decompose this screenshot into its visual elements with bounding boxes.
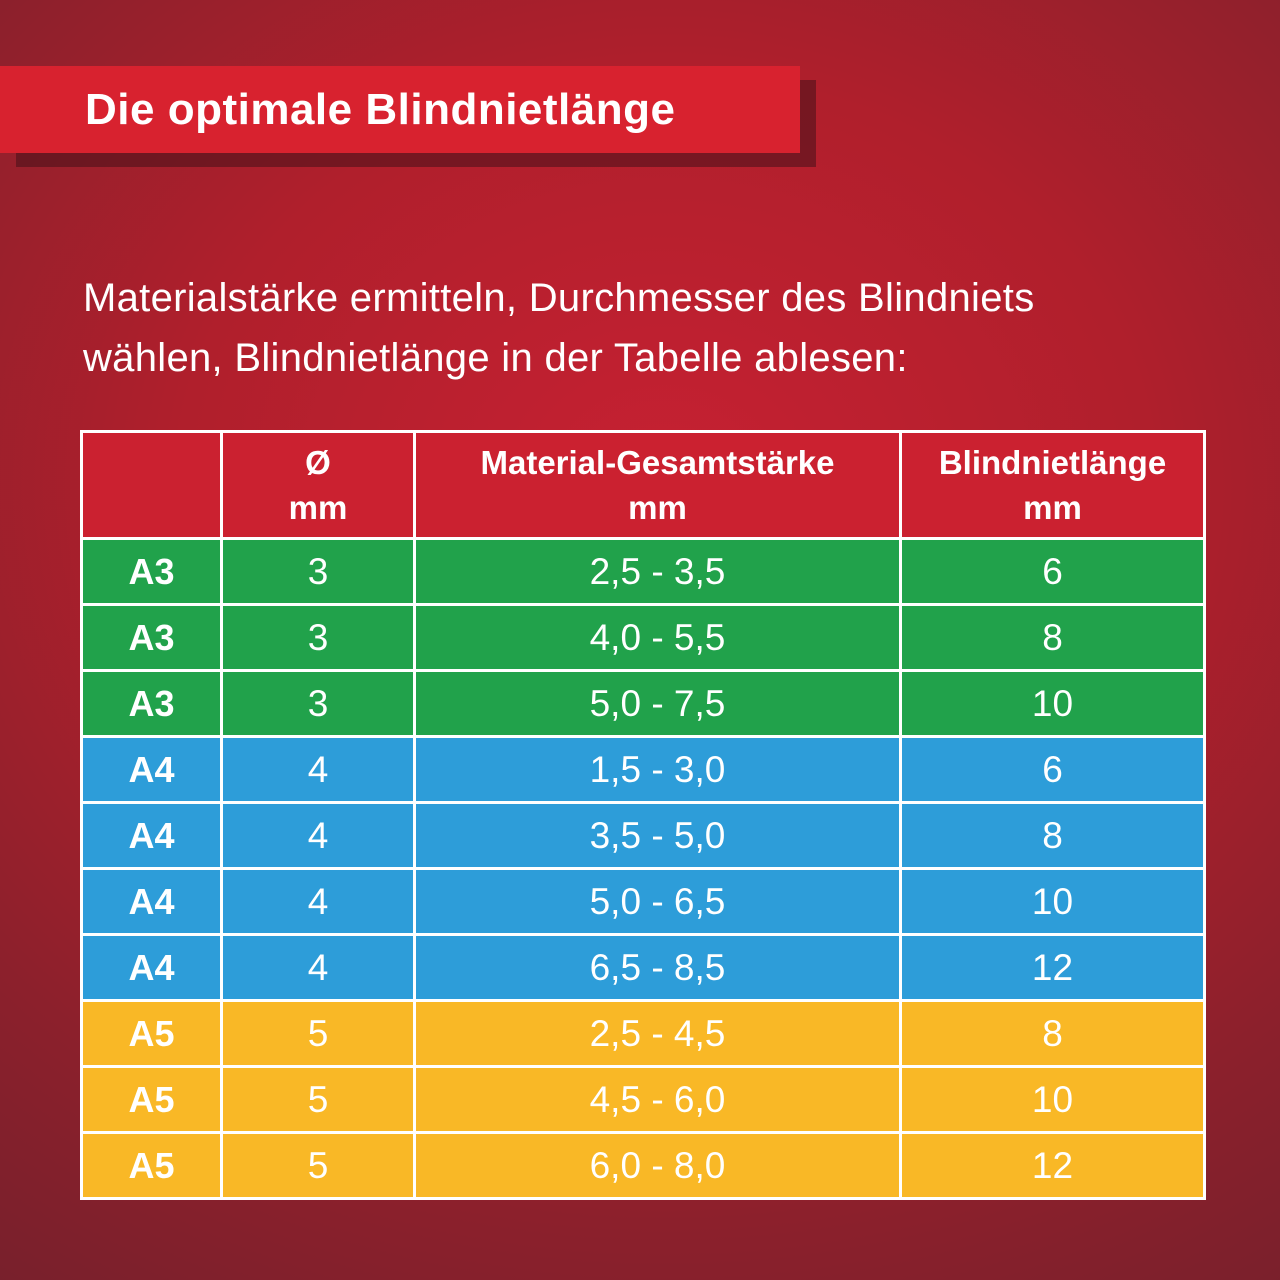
- table-row: [82, 605, 1205, 671]
- cell-diameter: 3: [222, 605, 415, 671]
- cell-diameter: 3: [222, 539, 415, 605]
- header-line-top: Material-Gesamtstärke: [480, 444, 835, 481]
- cell-material-range: 5,0 - 7,5: [415, 671, 901, 737]
- rivet-selection-table: [80, 430, 1206, 1200]
- cell-material-range: 1,5 - 3,0: [415, 737, 901, 803]
- cell-series: A5: [82, 1133, 222, 1199]
- cell-material-range: 4,5 - 6,0: [415, 1067, 901, 1133]
- column-header-rivet-length: [901, 432, 1205, 539]
- table-row: [82, 803, 1205, 869]
- cell-material-range: 4,0 - 5,5: [415, 605, 901, 671]
- cell-material-range: 2,5 - 4,5: [415, 1001, 901, 1067]
- column-header-diameter: [222, 432, 415, 539]
- page-title: Die optimale Blindnietlänge: [85, 84, 676, 134]
- cell-rivet-length: 6: [901, 539, 1205, 605]
- cell-diameter: 4: [222, 737, 415, 803]
- cell-series: A3: [82, 539, 222, 605]
- cell-diameter: 4: [222, 935, 415, 1001]
- cell-series: A3: [82, 605, 222, 671]
- cell-rivet-length: 10: [901, 671, 1205, 737]
- header-line-top: Ø: [305, 444, 331, 481]
- intro-text: [83, 268, 1035, 388]
- cell-material-range: 5,0 - 6,5: [415, 869, 901, 935]
- table-row: [82, 539, 1205, 605]
- cell-series: A4: [82, 737, 222, 803]
- cell-diameter: 5: [222, 1001, 415, 1067]
- intro-line-1: Materialstärke ermitteln, Durchmesser des Blindniets: [83, 276, 1035, 320]
- header-line-top: Blindnietlänge: [938, 444, 1167, 481]
- cell-rivet-length: 10: [901, 1067, 1205, 1133]
- cell-diameter: 3: [222, 671, 415, 737]
- cell-rivet-length: 6: [901, 737, 1205, 803]
- cell-series: A4: [82, 869, 222, 935]
- column-header-material-thickness: [415, 432, 901, 539]
- header-line-bottom: mm: [1023, 489, 1082, 526]
- cell-series: A3: [82, 671, 222, 737]
- cell-series: A5: [82, 1001, 222, 1067]
- header-line-bottom: mm: [288, 489, 348, 526]
- table-row: [82, 1067, 1205, 1133]
- cell-diameter: 5: [222, 1067, 415, 1133]
- intro-line-2: wählen, Blindnietlänge in der Tabelle ablesen:: [83, 336, 908, 380]
- cell-material-range: 6,5 - 8,5: [415, 935, 901, 1001]
- cell-rivet-length: 10: [901, 869, 1205, 935]
- header-row: [82, 432, 1205, 539]
- cell-diameter: 5: [222, 1133, 415, 1199]
- cell-rivet-length: 12: [901, 935, 1205, 1001]
- title-banner: [0, 66, 800, 153]
- table-row: [82, 1001, 1205, 1067]
- table-row: [82, 935, 1205, 1001]
- table-row: [82, 737, 1205, 803]
- table-row: [82, 671, 1205, 737]
- cell-rivet-length: 12: [901, 1133, 1205, 1199]
- column-header-empty: [82, 432, 222, 539]
- cell-rivet-length: 8: [901, 1001, 1205, 1067]
- table-row: [82, 869, 1205, 935]
- cell-rivet-length: 8: [901, 605, 1205, 671]
- cell-series: A4: [82, 803, 222, 869]
- cell-material-range: 3,5 - 5,0: [415, 803, 901, 869]
- cell-series: A5: [82, 1067, 222, 1133]
- table-row: [82, 1133, 1205, 1199]
- header-line-bottom: mm: [628, 489, 687, 526]
- cell-series: A4: [82, 935, 222, 1001]
- cell-material-range: 6,0 - 8,0: [415, 1133, 901, 1199]
- cell-rivet-length: 8: [901, 803, 1205, 869]
- cell-diameter: 4: [222, 869, 415, 935]
- cell-material-range: 2,5 - 3,5: [415, 539, 901, 605]
- cell-diameter: 4: [222, 803, 415, 869]
